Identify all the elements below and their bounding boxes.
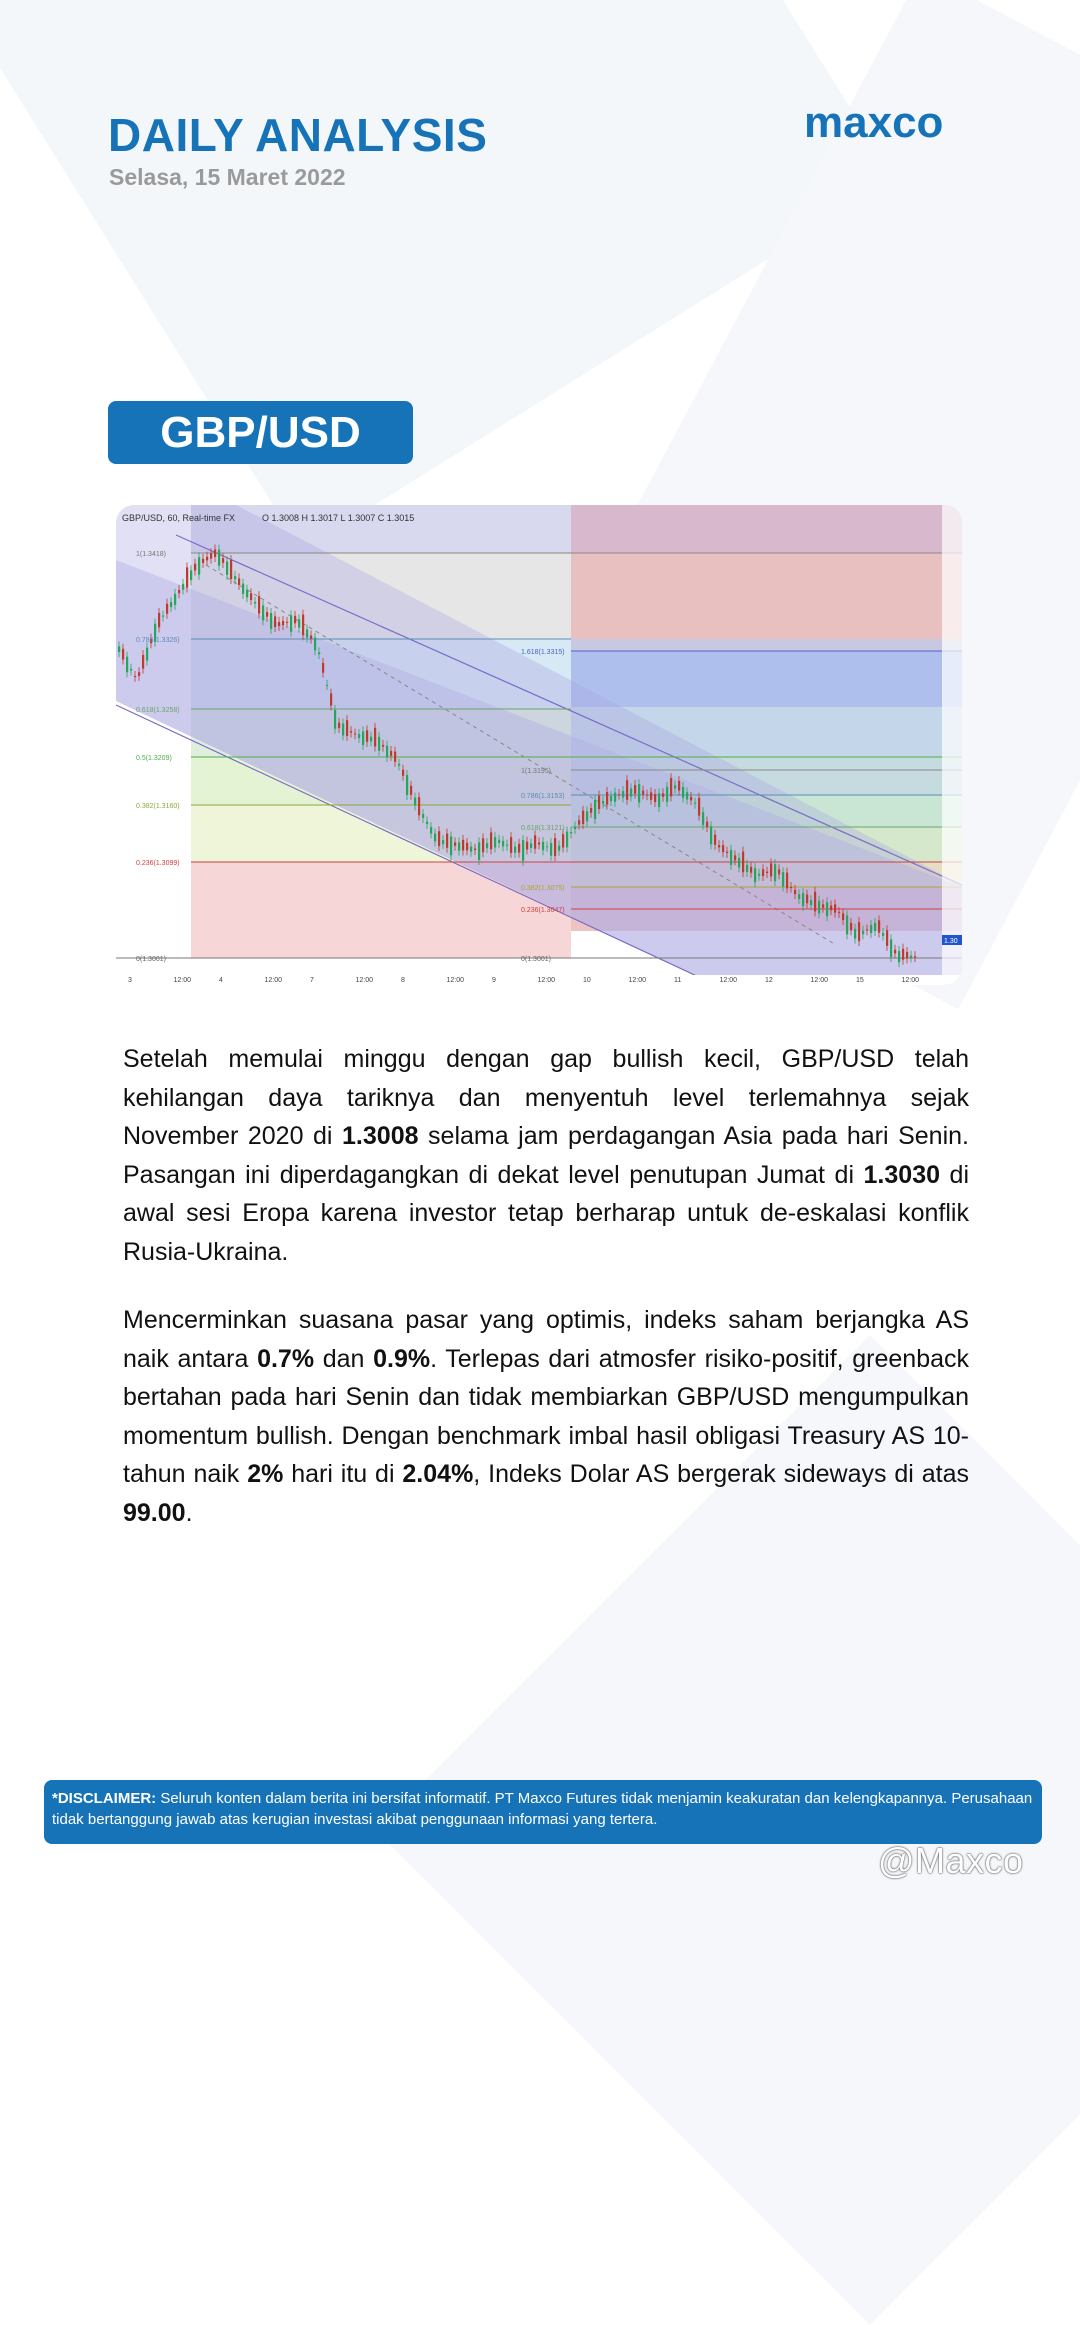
fib-label: 0.382(1.3075) xyxy=(521,885,565,892)
text-run: dan xyxy=(314,1344,374,1373)
fib-label: 1.618(1.3315) xyxy=(521,649,565,656)
candle-body xyxy=(822,904,824,907)
candle-body xyxy=(682,787,684,798)
text-run: Setelah memulai minggu dengan gap bullish kecil, GBP/USD telah kehilangan daya tariknya dan menyentuh level terlemahnya sejak November 2020 di xyxy=(123,1045,969,1150)
candle-body xyxy=(854,929,856,939)
maxco-logo: maxco xyxy=(804,98,944,147)
candle-body xyxy=(146,648,148,661)
candle-body xyxy=(874,923,876,931)
highlight-value: 0.9% xyxy=(373,1344,431,1373)
candle-body xyxy=(674,785,676,788)
candle-body xyxy=(558,846,560,851)
candle-body xyxy=(514,847,516,853)
candle-body xyxy=(210,553,212,558)
candle-body xyxy=(842,913,844,920)
candle-body xyxy=(130,669,132,671)
candle-body xyxy=(162,616,164,617)
candle-body xyxy=(614,793,616,802)
candle-body xyxy=(830,906,832,911)
candle-body xyxy=(774,864,776,881)
highlight-value: 1.3030 xyxy=(863,1160,940,1189)
candle-body xyxy=(370,737,372,742)
candle-body xyxy=(234,576,236,579)
candle-body xyxy=(174,594,176,605)
article xyxy=(123,1040,969,1562)
candle-body xyxy=(410,786,412,795)
highlight-value: 2% xyxy=(247,1460,284,1488)
candle-body xyxy=(578,820,580,824)
candle-body xyxy=(850,923,852,930)
candle-body xyxy=(670,778,672,796)
candle-body xyxy=(398,764,400,766)
candle-body xyxy=(186,567,188,587)
fib-zone xyxy=(571,553,962,639)
fib-label: 0.618(1.3121) xyxy=(521,825,565,832)
candle-body xyxy=(286,622,288,623)
candle-body xyxy=(598,796,600,809)
time-tick: 8 xyxy=(401,977,405,984)
highlight-value: 99.00 xyxy=(123,1498,186,1527)
candle-body xyxy=(714,835,716,845)
candle-body xyxy=(198,557,200,574)
candle-body xyxy=(486,843,488,848)
candle-body xyxy=(778,869,780,874)
candle-body xyxy=(706,822,708,828)
candle-body xyxy=(698,798,700,816)
candle-body xyxy=(906,952,908,959)
candle-body xyxy=(142,655,144,669)
time-tick: 15 xyxy=(856,977,864,984)
candle-body xyxy=(898,951,900,962)
text-run: selama jam perdagangan Asia pada hari Senin. Pasangan ini diperdagangkan di dekat level penutupan Jumat di xyxy=(123,1122,969,1189)
candle-body xyxy=(722,845,724,852)
candle-body xyxy=(230,560,232,579)
candle-body xyxy=(458,842,460,850)
currency-pair-badge: GBP/USD xyxy=(108,401,413,464)
candle-body xyxy=(894,950,896,954)
fib-zone xyxy=(571,651,962,707)
candle-body xyxy=(838,912,840,913)
candle-body xyxy=(798,894,800,899)
candle-body xyxy=(606,792,608,805)
candle-body xyxy=(442,840,444,844)
fib-label: 0(1.3001) xyxy=(136,956,166,963)
candle-body xyxy=(126,657,128,673)
candle-body xyxy=(258,596,260,613)
time-tick: 9 xyxy=(492,977,496,984)
candle-body xyxy=(182,584,184,590)
fib-label: 0.382(1.3160) xyxy=(136,803,180,810)
time-tick: 4 xyxy=(219,977,223,984)
candle-body xyxy=(914,956,916,957)
candle-body xyxy=(346,720,348,736)
time-tick: 10 xyxy=(583,977,591,984)
candle-body xyxy=(542,842,544,850)
candle-body xyxy=(510,837,512,853)
candle-body xyxy=(282,621,284,625)
candle-body xyxy=(438,831,440,846)
candle-body xyxy=(482,838,484,852)
candle-body xyxy=(626,780,628,800)
page-title: DAILY ANALYSIS xyxy=(108,109,488,161)
candle-body xyxy=(766,872,768,873)
candle-body xyxy=(314,638,316,650)
candle-body xyxy=(882,933,884,936)
time-tick: 12:00 xyxy=(628,977,647,984)
candle-body xyxy=(290,615,292,631)
candle-body xyxy=(554,838,556,856)
candle-body xyxy=(354,733,356,734)
candle-body xyxy=(638,784,640,803)
fib-label: 0.5(1.3209) xyxy=(136,755,172,762)
text-run: . Terlepas dari atmosfer risiko-positif, greenback bertahan pada hari Senin dan tidak membiarkan GBP/USD mengumpulkan momentum bullish. Dengan benchmark imbal hasil obligasi Treasury AS 10-tahun naik xyxy=(123,1344,970,1488)
candle-body xyxy=(338,723,340,728)
candle-body xyxy=(386,746,388,757)
candle-body xyxy=(506,845,508,846)
candle-body xyxy=(742,852,744,873)
time-tick: 12:00 xyxy=(810,977,829,984)
candle-body xyxy=(318,652,320,654)
candle-body xyxy=(242,584,244,594)
candle-body xyxy=(790,887,792,888)
candle-body xyxy=(278,622,280,626)
candle-body xyxy=(834,904,836,912)
candle-body xyxy=(418,797,420,815)
price-axis xyxy=(942,505,962,985)
time-tick: 12:00 xyxy=(446,977,465,984)
candle-body xyxy=(570,832,572,833)
candle-body xyxy=(222,558,224,563)
candle-body xyxy=(786,873,788,889)
candle-body xyxy=(406,775,408,795)
candle-body xyxy=(734,855,736,860)
candle-body xyxy=(310,635,312,638)
candle-body xyxy=(178,590,180,593)
candle-body xyxy=(782,872,784,886)
candle-body xyxy=(502,841,504,847)
candle-body xyxy=(426,822,428,824)
candle-body xyxy=(678,781,680,791)
time-tick: 11 xyxy=(674,977,682,984)
candle-body xyxy=(762,869,764,876)
candle-body xyxy=(746,865,748,872)
candle-body xyxy=(454,842,456,845)
candle-body xyxy=(170,602,172,607)
candle-body xyxy=(726,852,728,853)
candle-body xyxy=(878,920,880,932)
candle-body xyxy=(902,949,904,960)
candle-body xyxy=(294,616,296,623)
candle-body xyxy=(194,564,196,571)
disclaimer-label: *DISCLAIMER: xyxy=(52,1790,157,1807)
time-tick: 7 xyxy=(310,977,314,984)
time-tick: 12 xyxy=(765,977,773,984)
candle-body xyxy=(478,842,480,860)
candle-body xyxy=(582,811,584,824)
candle-body xyxy=(770,863,772,876)
candle-body xyxy=(858,922,860,941)
candle-body xyxy=(246,590,248,598)
candle-body xyxy=(190,570,192,580)
chart-header: GBP/USD, 60, Real-time FX xyxy=(122,513,236,523)
candle-body xyxy=(622,791,624,797)
candle-body xyxy=(814,892,816,912)
candle-body xyxy=(646,795,648,796)
candle-body xyxy=(394,752,396,762)
candle-body xyxy=(794,890,796,894)
candle-body xyxy=(326,685,328,686)
candle-body xyxy=(566,832,568,848)
fib-zone xyxy=(571,505,962,553)
candle-body xyxy=(214,549,216,557)
candle-body xyxy=(118,646,120,652)
chart-ohlc: O 1.3008 H 1.3017 L 1.3007 C 1.3015 xyxy=(262,513,415,523)
candle-body xyxy=(322,663,324,673)
candle-body xyxy=(538,843,540,845)
article-paragraph xyxy=(123,1301,969,1532)
candle-body xyxy=(522,840,524,861)
fib-label: 0.618(1.3258) xyxy=(136,707,180,714)
text-run: . xyxy=(185,1498,193,1527)
disclaimer-text: Seluruh konten dalam berita ini bersifat informatif. PT Maxco Futures tidak menjamin keakuratan dan kelengkapannya. Perusahaan tidak bertanggung jawab atas kerugian investasi akibat penggunaan informasi yang tertera. xyxy=(52,1790,1033,1828)
time-tick: 12:00 xyxy=(537,977,556,984)
candle-body xyxy=(266,612,268,617)
candle-body xyxy=(202,559,204,563)
candle-body xyxy=(518,844,520,853)
disclaimer-box xyxy=(44,1780,1042,1844)
candle-body xyxy=(610,796,612,801)
candle-body xyxy=(382,745,384,747)
time-tick: 12:00 xyxy=(173,977,192,984)
highlight-value: 0.7% xyxy=(257,1344,315,1373)
candle-body xyxy=(806,895,808,904)
candle-body xyxy=(134,676,136,677)
candle-body xyxy=(730,850,732,865)
fib-label: 0(1.3001) xyxy=(521,956,551,963)
candle-body xyxy=(122,649,124,660)
highlight-value: 1.3008 xyxy=(342,1122,419,1150)
fib-label: 0.786(1.3326) xyxy=(136,637,180,644)
chart-canvas xyxy=(116,505,962,985)
candle-body xyxy=(594,800,596,819)
candle-body xyxy=(450,836,452,855)
candle-body xyxy=(430,827,432,833)
candle-body xyxy=(422,814,424,818)
candle-body xyxy=(226,562,228,575)
text-run: , Indeks Dolar AS bergerak sideways di atas xyxy=(473,1460,969,1488)
candle-body xyxy=(718,845,720,847)
candle-body xyxy=(574,827,576,830)
candle-body xyxy=(374,728,376,747)
price-tag-label: 1.30 xyxy=(944,938,958,945)
candle-body xyxy=(758,874,760,876)
candle-body xyxy=(846,915,848,934)
candle-body xyxy=(362,731,364,745)
candle-body xyxy=(686,792,688,799)
candle-body xyxy=(630,788,632,796)
candle-body xyxy=(238,578,240,585)
candle-body xyxy=(498,840,500,843)
text-run: Mencerminkan suasana pasar yang optimis, indeks saham berjangka AS naik antara xyxy=(123,1306,969,1373)
fib-label: 1(1.3195) xyxy=(521,768,551,775)
candle-body xyxy=(886,930,888,946)
candle-body xyxy=(378,737,380,751)
candle-body xyxy=(826,902,828,916)
highlight-value: 2.04% xyxy=(402,1460,474,1488)
fib-label: 1(1.3418) xyxy=(136,551,166,558)
candle-body xyxy=(590,808,592,813)
fib-zone xyxy=(571,639,962,651)
candle-body xyxy=(306,629,308,637)
candle-body xyxy=(662,793,664,796)
candle-body xyxy=(910,956,912,958)
candle-body xyxy=(802,893,804,906)
candle-body xyxy=(666,787,668,802)
candle-body xyxy=(446,834,448,848)
candle-body xyxy=(350,731,352,732)
candle-body xyxy=(562,834,564,847)
candle-body xyxy=(690,797,692,800)
candle-body xyxy=(334,710,336,729)
candle-body xyxy=(530,843,532,848)
watermark: @Maxco xyxy=(878,1840,1024,1881)
candle-body xyxy=(462,840,464,851)
candle-body xyxy=(534,835,536,848)
time-tick: 3 xyxy=(128,977,132,984)
candle-body xyxy=(618,794,620,795)
candle-body xyxy=(262,605,264,620)
candle-body xyxy=(366,730,368,741)
candle-body xyxy=(810,900,812,905)
candle-body xyxy=(302,615,304,636)
candle-body xyxy=(490,832,492,849)
text-run: hari itu di xyxy=(283,1460,403,1488)
candle-body xyxy=(550,843,552,856)
fib-label: 0.236(1.3047) xyxy=(521,907,565,914)
candle-body xyxy=(586,811,588,821)
candle-body xyxy=(158,613,160,628)
fib-label: 0.236(1.3099) xyxy=(136,860,180,867)
candle-body xyxy=(738,858,740,867)
candle-body xyxy=(546,846,548,847)
time-tick: 12:00 xyxy=(719,977,738,984)
candle-body xyxy=(250,593,252,600)
candle-body xyxy=(270,613,272,629)
candle-body xyxy=(466,843,468,850)
candle-body xyxy=(474,849,476,850)
candle-body xyxy=(342,723,344,735)
candle-body xyxy=(494,837,496,847)
candle-body xyxy=(390,751,392,756)
candle-body xyxy=(470,847,472,852)
candle-body xyxy=(754,868,756,882)
candle-body xyxy=(254,602,256,604)
candle-body xyxy=(330,693,332,705)
candle-body xyxy=(298,619,300,627)
candle-body xyxy=(710,826,712,844)
time-tick: 12:00 xyxy=(264,977,283,984)
candle-body xyxy=(862,931,864,935)
candle-body xyxy=(694,803,696,804)
candle-body xyxy=(818,901,820,914)
candle-body xyxy=(658,793,660,807)
candle-body xyxy=(434,834,436,842)
text-run: di awal sesi Eropa karena investor tetap berharap untuk de-eskalasi konflik Rusia-Ukraina. xyxy=(123,1160,969,1266)
candle-body xyxy=(870,925,872,933)
price-chart xyxy=(116,505,962,985)
candle-body xyxy=(750,867,752,873)
candle-body xyxy=(358,734,360,738)
candle-body xyxy=(866,929,868,930)
candle-body xyxy=(218,550,220,566)
candle-body xyxy=(166,604,168,614)
fib-label: 0.786(1.3153) xyxy=(521,793,565,800)
time-tick: 12:00 xyxy=(355,977,374,984)
report-date: Selasa, 15 Maret 2022 xyxy=(109,164,346,190)
candle-body xyxy=(890,939,892,957)
candle-body xyxy=(654,794,656,802)
candle-body xyxy=(206,557,208,561)
candle-body xyxy=(526,842,528,850)
candle-body xyxy=(274,616,276,627)
candle-body xyxy=(702,812,704,825)
candle-body xyxy=(634,785,636,794)
candle-body xyxy=(414,798,416,806)
candle-body xyxy=(138,672,140,676)
candle-body xyxy=(402,770,404,776)
article-paragraph xyxy=(123,1040,969,1271)
time-tick: 12:00 xyxy=(901,977,920,984)
candle-body xyxy=(602,801,604,804)
candle-body xyxy=(650,792,652,799)
candle-body xyxy=(642,791,644,795)
